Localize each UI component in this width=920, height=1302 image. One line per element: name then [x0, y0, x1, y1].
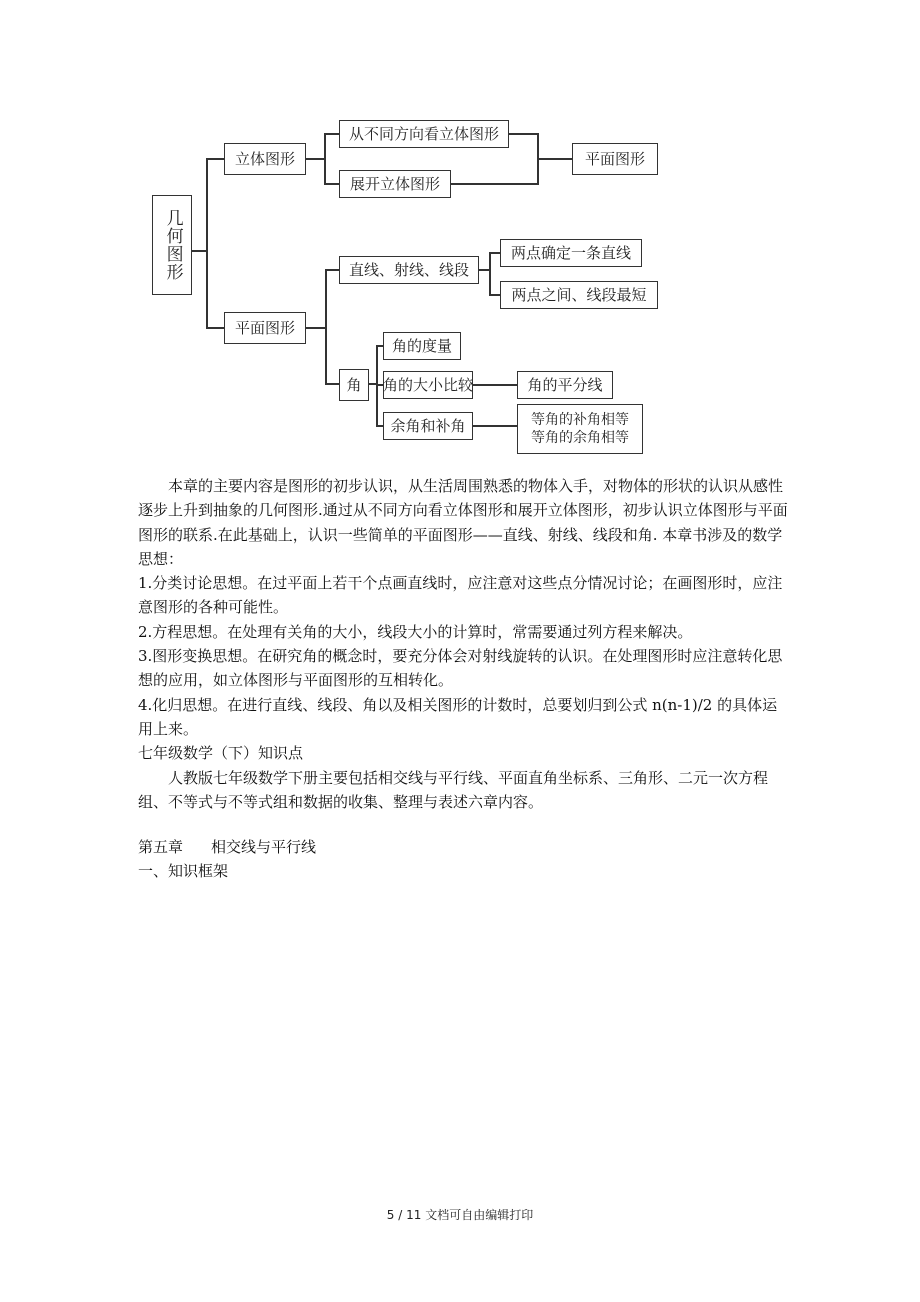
connector	[324, 183, 340, 185]
complementary-supplementary-node: 余角和补角	[383, 412, 473, 440]
connector	[324, 133, 340, 135]
connector	[325, 269, 327, 384]
intro-paragraph: 本章的主要内容是图形的初步认识，从生活周围熟悉的物体入手，对物体的形状的认识从感性逐步上升到抽象的几何图形.通过从不同方向看立体图形和展开立体图形，初步认识立体图形与平面图形的联系.在此基础上，认识一些简单的平面图形——直线、射线、线段和角. 本章书涉及的数学思想：	[138, 477, 788, 568]
angle-measure-node: 角的度量	[383, 332, 461, 360]
chapter-title	[138, 835, 788, 859]
root-node: 几何图形	[152, 195, 192, 295]
chapter-number: 第五章	[138, 838, 184, 856]
grade-title: 七年级数学（下）知识点	[138, 744, 304, 763]
connector	[324, 133, 326, 184]
connector	[472, 425, 518, 427]
connector	[206, 327, 225, 329]
body-text	[138, 474, 788, 814]
thought-item-3: 3.图形变换思想。在研究角的概念时，要充分体会对射线旋转的认识。在处理图形时应注意转化思想的应用，如立体图形与平面图形的互相转化。	[138, 647, 783, 690]
angle-node: 角	[339, 369, 369, 401]
thought-item-2: 2.方程思想。在处理有关角的大小，线段大小的计算时，常需要通过列方程来解决。	[138, 622, 693, 641]
connector	[325, 383, 340, 385]
connector	[537, 158, 573, 160]
unfold-solid-node: 展开立体图形	[339, 170, 451, 198]
connector	[450, 183, 538, 185]
plane-figure-result-node: 平面图形	[572, 143, 658, 175]
equal-comp-text: 等角的余角相等	[531, 430, 629, 446]
connector	[489, 252, 491, 295]
angle-compare-node: 角的大小比较	[383, 371, 473, 399]
connector	[508, 133, 538, 135]
thought-item-4: 4.化归思想。在进行直线、线段、角以及相关图形的计数时，总要划归到公式 n(n-1)/2 的具体运用上来。	[138, 695, 778, 738]
connector	[190, 250, 207, 252]
knowledge-diagram	[0, 0, 920, 470]
line-ray-segment-node: 直线、射线、线段	[339, 256, 479, 284]
connector	[472, 384, 518, 386]
shortest-segment-node: 两点之间、线段最短	[500, 281, 658, 309]
section-heading: 一、知识框架	[138, 862, 229, 881]
chapter-name: 相交线与平行线	[211, 838, 317, 856]
plane-figure-node: 平面图形	[224, 312, 306, 344]
two-points-line-node: 两点确定一条直线	[500, 239, 642, 267]
connector	[325, 269, 340, 271]
page-footer: 5 / 11 文档可自由编辑打印	[386, 1208, 534, 1222]
connector	[206, 158, 208, 328]
thought-item-1: 1.分类讨论思想。在过平面上若干个点画直线时，应注意对这些点分情况讨论；在画图形时，应注意图形的各种可能性。	[138, 574, 783, 617]
connector	[306, 158, 325, 160]
equal-supp-text: 等角的补角相等	[531, 411, 629, 428]
angle-bisector-node: 角的平分线	[517, 371, 613, 399]
grade-intro-paragraph: 人教版七年级数学下册主要包括相交线与平行线、平面直角坐标系、三角形、二元一次方程组、不等式与不等式组和数据的收集、整理与表述六章内容。	[138, 768, 769, 811]
connector	[206, 158, 225, 160]
connector	[306, 327, 326, 329]
equal-angle-rules-node	[517, 404, 643, 454]
solid-figure-node: 立体图形	[224, 143, 306, 175]
view-from-directions-node: 从不同方向看立体图形	[339, 120, 509, 148]
chapter-section	[138, 835, 788, 884]
